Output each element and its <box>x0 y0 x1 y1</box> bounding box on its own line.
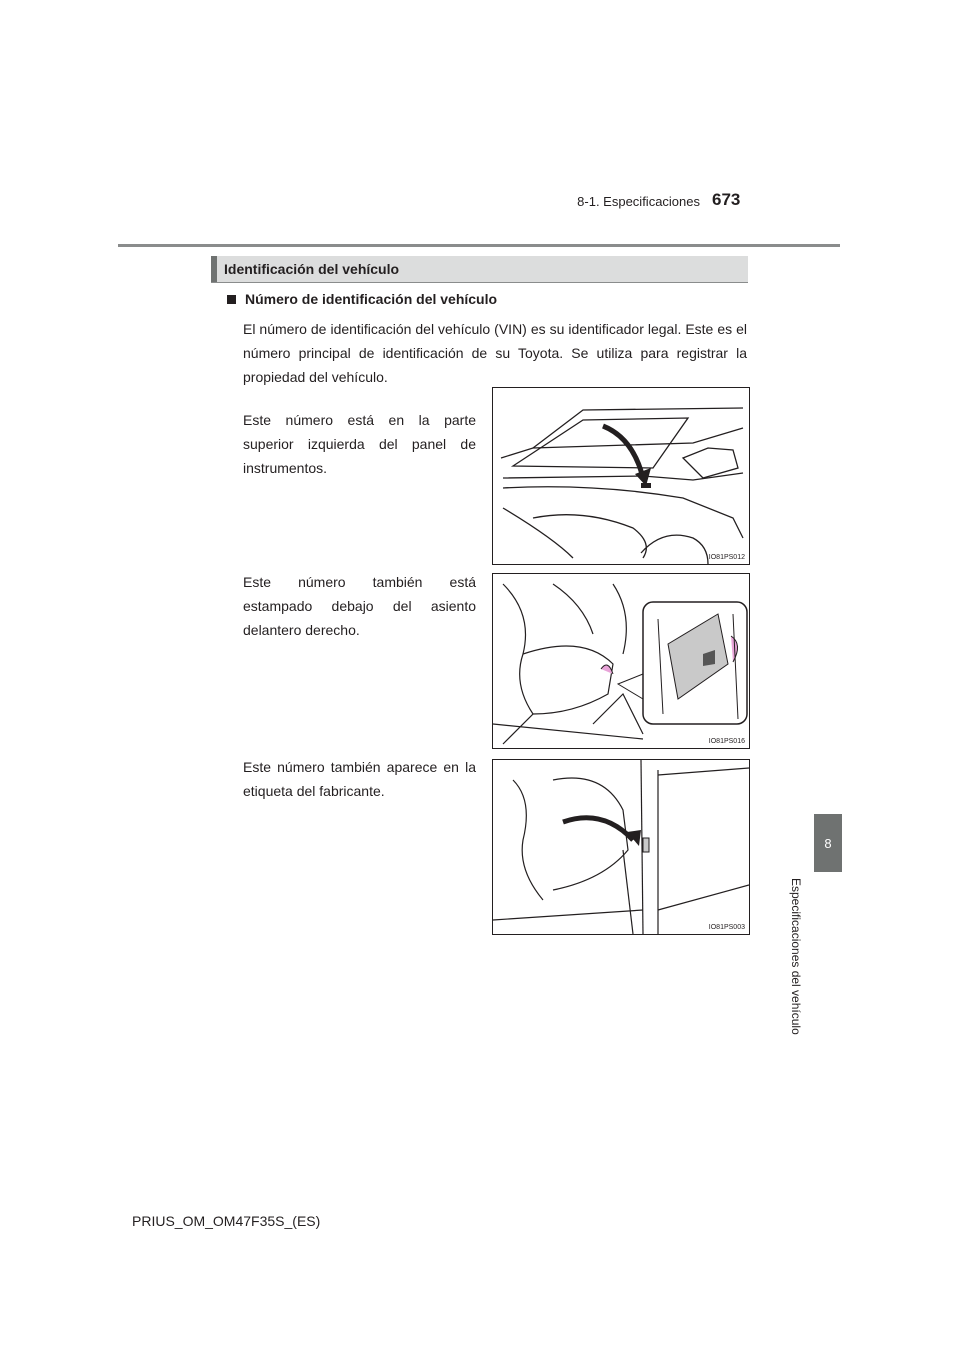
vin-location-dashboard-text: Este número está en la parte superior izquierda del panel de instrumentos. <box>243 412 476 476</box>
chapter-side-label <box>780 878 812 1058</box>
vin-location-label-text: Este número también aparece en la etiqueta del fabricante. <box>243 759 476 799</box>
subsection-heading <box>227 291 497 307</box>
seat-illustration <box>493 574 749 748</box>
subsection-title: Número de identificación del vehículo <box>245 291 498 307</box>
section-bar-accent <box>211 256 217 282</box>
chapter-side-label-text: Especificaciones del vehículo <box>789 878 803 1035</box>
figure-dashboard-vin <box>492 387 750 565</box>
square-bullet-icon <box>227 295 236 304</box>
figure-code: IO81PS003 <box>708 924 745 931</box>
figure-label-vin <box>492 759 750 935</box>
figure-code: IO81PS012 <box>708 554 745 561</box>
chapter-tab: 8 <box>814 814 842 872</box>
section-title: Identificación del vehículo <box>224 261 400 277</box>
door-pillar-illustration <box>493 760 749 934</box>
page-number: 673 <box>712 190 741 209</box>
intro-paragraph: El número de identificación del vehículo (VIN) es su identificador legal. Este es el número principal de identificación de su Toyota. Se utiliza para registrar la propiedad del vehículo. <box>243 321 747 385</box>
dashboard-illustration <box>493 388 749 564</box>
header-rule <box>118 244 840 247</box>
figure-seat-vin <box>492 573 750 749</box>
chapter-header: 8-1. Especificaciones <box>577 194 700 209</box>
vin-location-seat-text: Este número también está estampado debajo del asiento delantero derecho. <box>243 574 476 638</box>
pink-arrow-icon <box>601 665 613 674</box>
footer-code: PRIUS_OM_OM47F35S_(ES) <box>132 1213 321 1229</box>
figure-code: IO81PS016 <box>708 738 745 745</box>
